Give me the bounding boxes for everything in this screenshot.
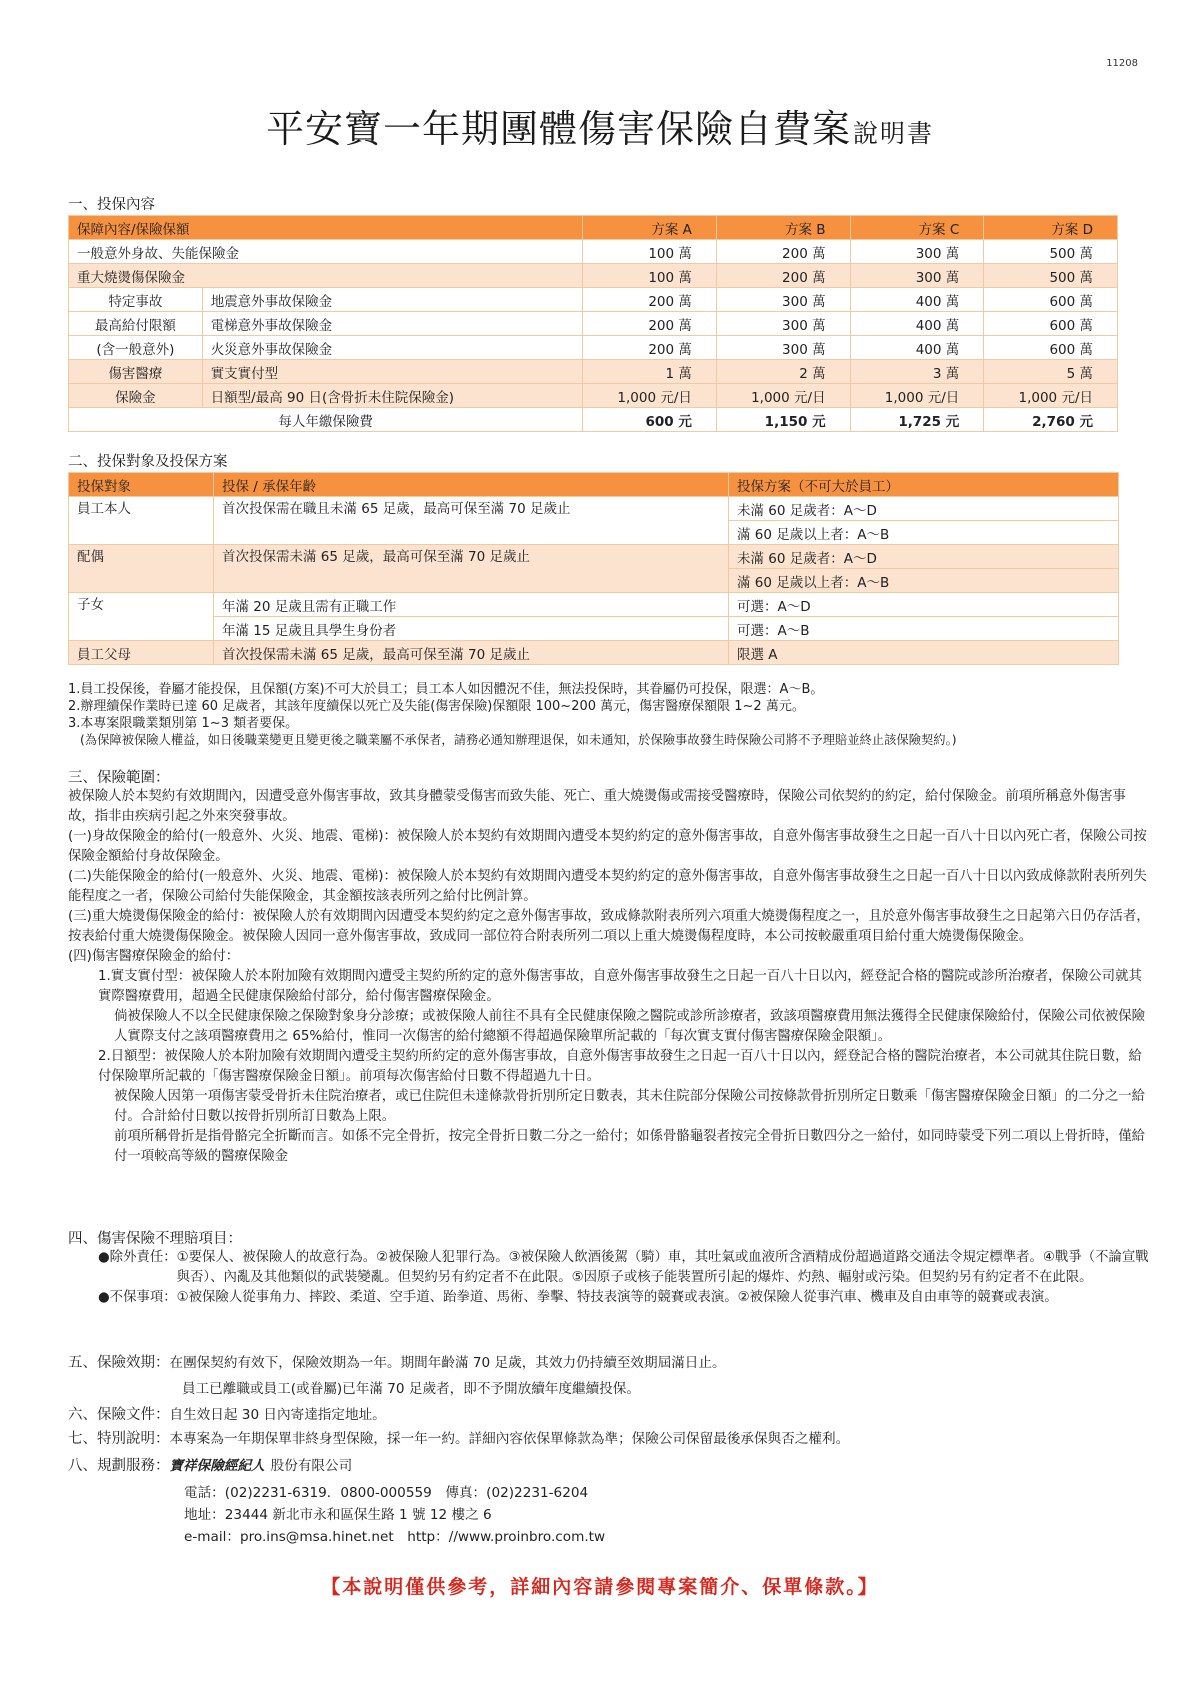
- section-5-line-2: 員工已離職或員工(或眷屬)已年滿 70 足歲者，即不予開放續年度繼續投保。: [182, 1381, 640, 1397]
- cell-value: 200 萬: [583, 336, 717, 360]
- title-sub: 說明書: [853, 119, 935, 148]
- section-7-text: 本專案為一年期保單非終身型保險，採一年一約。詳細內容依保單條款為準；保險公司保留最後承保與否之權利。: [169, 1431, 850, 1447]
- plan-cell: 滿 60 足歲以上者：A～B: [729, 569, 1119, 593]
- cell-value: 600 萬: [984, 336, 1118, 360]
- table-row: [69, 593, 1119, 617]
- eligibility-header-plan: 投保方案（不可大於員工）: [729, 473, 1119, 497]
- cell-value: 5 萬: [984, 360, 1118, 384]
- coverage-header-plan-a: 方案 A: [583, 216, 717, 240]
- plan-cell: 未滿 60 足歲者：A～D: [729, 545, 1119, 569]
- coverage-header-item: 保障內容/保險保額: [69, 216, 583, 240]
- exclusion-1-label: ●除外責任：: [98, 1250, 177, 1265]
- table-row: [69, 360, 1118, 384]
- table-row: [69, 264, 1118, 288]
- who-employee: 員工本人: [69, 497, 214, 545]
- section-5-label: 五、保險效期：: [68, 1355, 170, 1371]
- row-label: 日額型/最高 90 日(含骨折未住院保險金): [202, 384, 583, 408]
- table-row: [69, 617, 1119, 641]
- cell-value: 400 萬: [850, 288, 984, 312]
- coverage-header-row: [69, 216, 1118, 240]
- eligibility-notes: [68, 681, 1148, 749]
- company-address: 地址：23444 新北市永和區保生路 1 號 12 樓之 6: [184, 1507, 492, 1523]
- table-row: [69, 497, 1119, 521]
- section-3-heading: 三、保險範圍：: [68, 770, 170, 786]
- section-6-text: 自生效日起 30 日內寄達指定地址。: [169, 1407, 386, 1423]
- scope-item-3: (三)重大燒燙傷保險金的給付：被保險人於有效期間內因遭受本契約約定之意外傷害事故，致成條款附表所列六項重大燒燙傷程度之一，且於意外傷害事故發生之日起第六日仍存活者，按表給付重大燒燙傷保險金。被保險人因同一意外傷害事故，致成同一部位符合附表所列二項以上重大燒燙傷程度時，本公司按較嚴重項目給付重大燒燙傷保險金。: [68, 909, 1150, 944]
- section-8-label: 八、規劃服務：: [68, 1458, 170, 1474]
- exclusion-2: [98, 1288, 1150, 1308]
- scope-item-4: (四)傷害醫療保險金的給付：: [68, 949, 240, 964]
- scope-intro: 被保險人於本契約有效期間內，因遭受意外傷害事故，致其身體蒙受傷害而致失能、死亡、重大燒燙傷或需接受醫療時，保險公司依契約的約定，給付保險金。前項所稱意外傷害事故，指非由疾病引起之外來突發事故。: [68, 789, 1126, 824]
- premium-value: 1,725 元: [850, 408, 984, 432]
- section-2-heading: 二、投保對象及投保方案: [68, 454, 228, 470]
- eligibility-header-row: [69, 473, 1119, 497]
- premium-row: [69, 408, 1118, 432]
- coverage-header-plan-c: 方案 C: [850, 216, 984, 240]
- row-label: 實支實付型: [202, 360, 583, 384]
- row-label: 電梯意外事故保險金: [202, 312, 583, 336]
- who-children: 子女: [69, 593, 214, 641]
- scope-item-2: (二)失能保險金的給付(一般意外、火災、地震、電梯)：被保險人於本契約有效期間內遭受本契約約定的意外傷害事故，自意外傷害事故發生之日起一百八十日以內致成條款附表所列失能程度之一者，保險公司給付失能保險金，其金額按該表所列之給付比例計算。: [68, 869, 1147, 904]
- eligibility-table: [68, 472, 1119, 665]
- section-7: [68, 1428, 849, 1450]
- cell-value: 600 萬: [984, 312, 1118, 336]
- plan-cell: 可選：A～B: [729, 617, 1119, 641]
- cell-value: 1 萬: [583, 360, 717, 384]
- company-suffix: 股份有限公司: [270, 1458, 353, 1474]
- cell-value: 3 萬: [850, 360, 984, 384]
- exclusion-2-label: ●不保事項：: [98, 1290, 177, 1305]
- scope-item-1: (一)身故保險金的給付(一般意外、火災、地震、電梯)：被保險人於本契約有效期間內遭受本契約約定的意外傷害事故，自意外傷害事故發生之日起一百八十日以內死亡者，保險公司按保險金額給付身故保險金。: [68, 829, 1147, 864]
- cell-value: 200 萬: [583, 288, 717, 312]
- company-web: e-mail：pro.ins@msa.hinet.net http：//www.proinbro.com.tw: [184, 1529, 606, 1545]
- row-label: 火災意外事故保險金: [202, 336, 583, 360]
- medical-group-line-1: 傷害醫療: [69, 360, 203, 384]
- cell-value: 100 萬: [583, 240, 717, 264]
- note-4: (為保障被保險人權益，如日後職業變更且變更後之職業屬不承保者，請務必通知辦理退保，如未通知，於保險事故發生時保險公司將不予理賠並終止該保險契約。): [80, 733, 957, 747]
- scope-item-4-1b: 倘被保險人不以全民健康保險之保險對象身分診療；或被保險人前往不具有全民健康保險之醫院或診所診療者，致該項醫療費用無法獲得全民健康保險給付，保險公司依被保險人實際支付之該項醫療費用之 65%給付，惟同一次傷害的給付總額不得超過保險單所記載的「每次實支實付傷害醫療保險金限額」。: [114, 1009, 1146, 1044]
- age-spouse: 首次投保需未滿 65 足歲，最高可保至滿 70 足歲止: [214, 545, 729, 593]
- section-5-line-1: 在團保契約有效下，保險效期為一年。期間年齡滿 70 足歲，其效力仍持續至效期屆滿日止。: [169, 1355, 726, 1371]
- cell-value: 100 萬: [583, 264, 717, 288]
- cell-value: 400 萬: [850, 336, 984, 360]
- cell-value: 1,000 元/日: [583, 384, 717, 408]
- section-1-heading: 一、投保內容: [68, 197, 155, 213]
- section-8: [68, 1455, 352, 1477]
- disclaimer-footer: 【本說明僅供參考，詳細內容請參閱專案簡介、保單條款。】: [321, 1576, 879, 1598]
- cell-value: 1,000 元/日: [850, 384, 984, 408]
- coverage-header-plan-d: 方案 D: [984, 216, 1118, 240]
- cell-value: 300 萬: [716, 312, 850, 336]
- cell-value: 200 萬: [716, 240, 850, 264]
- table-row: [69, 545, 1119, 569]
- plan-cell: 可選：A～D: [729, 593, 1119, 617]
- cell-value: 1,000 元/日: [984, 384, 1118, 408]
- document-code: 11208: [1106, 58, 1138, 69]
- exclusion-1: [98, 1248, 1150, 1288]
- section-7-label: 七、特別說明：: [68, 1431, 170, 1447]
- cell-value: 400 萬: [850, 312, 984, 336]
- cell-value: 200 萬: [583, 312, 717, 336]
- scope-item-4-1: 1.實支實付型：被保險人於本附加險有效期間內遭受主契約所約定的意外傷害事故，自意外傷害事故發生之日起一百八十日以內，經登記合格的醫院或診所治療者，保險公司就其實際醫療費用，超過全民健康保險給付部分，給付傷害醫療保險金。: [98, 969, 1142, 1004]
- plan-cell: 未滿 60 足歲者：A～D: [729, 497, 1119, 521]
- eligibility-header-who: 投保對象: [69, 473, 214, 497]
- scope-item-4-2c: 前項所稱骨折是指骨骼完全折斷而言。如係不完全骨折，按完全骨折日數二分之一給付；如係骨骼龜裂者按完全骨折日數四分之一給付，如同時蒙受下列二項以上骨折時，僅給付一項較高等級的醫療保險金: [114, 1129, 1146, 1164]
- special-group-line-3: (含一般意外): [69, 336, 203, 360]
- table-row: [69, 240, 1118, 264]
- medical-group-line-2: 保險金: [69, 384, 203, 408]
- cell-value: 300 萬: [716, 336, 850, 360]
- premium-value: 2,760 元: [984, 408, 1118, 432]
- special-group-line-1: 特定事故: [69, 288, 203, 312]
- special-group-line-2: 最高給付限額: [69, 312, 203, 336]
- age-children-2: 年滿 15 足歲且具學生身份者: [214, 617, 729, 641]
- section-4-heading: 四、傷害保險不理賠項目：: [68, 1231, 242, 1247]
- section-6-label: 六、保險文件：: [68, 1407, 170, 1423]
- cell-value: 300 萬: [850, 264, 984, 288]
- premium-value: 1,150 元: [716, 408, 850, 432]
- row-label: 地震意外事故保險金: [202, 288, 583, 312]
- who-spouse: 配偶: [69, 545, 214, 593]
- company-logo: 寶祥保險經紀人: [169, 1458, 265, 1474]
- note-1: 1.員工投保後，眷屬才能投保，且保額(方案)不可大於員工；員工本人如因體況不佳，無法投保時，其眷屬仍可投保，限選：A～B。: [68, 682, 824, 697]
- plan-cell: 滿 60 足歲以上者：A～B: [729, 521, 1119, 545]
- eligibility-header-age: 投保 / 承保年齡: [214, 473, 729, 497]
- cell-value: 300 萬: [716, 288, 850, 312]
- cell-value: 300 萬: [850, 240, 984, 264]
- exclusion-1-text: ①要保人、被保險人的故意行為。②被保險人犯罪行為。③被保險人飲酒後駕（騎）車，其吐氣或血液所含酒精成份超過道路交通法令規定標準者。④戰爭（不論宣戰與否）、內亂及其他類似的武裝變亂。但契約另有約定者不在此限。⑤因原子或核子能裝置所引起的爆炸、灼熱、輻射或污染。但契約另有約定者不在此限。: [176, 1250, 1149, 1285]
- company-phone: 電話：(02)2231-6319．0800-000559 傳真：(02)2231-6204: [184, 1485, 589, 1501]
- title-main: 平安寶一年期團體傷害保險自費案: [265, 107, 851, 151]
- section-6: [68, 1404, 386, 1426]
- cell-value: 1,000 元/日: [716, 384, 850, 408]
- age-parents: 首次投保需未滿 65 足歲，最高可保至滿 70 足歲止: [214, 641, 729, 665]
- scope-item-4-2: 2.日額型：被保險人於本附加險有效期間內遭受主契約所約定的意外傷害事故，自意外傷害事故發生之日起一百八十日以內，經登記合格的醫院治療者，本公司就其住院日數，給付保險單所記載的「傷害醫療保險金日額」。前項每次傷害給付日數不得超過九十日。: [98, 1049, 1142, 1084]
- premium-label: 每人年繳保險費: [69, 408, 583, 432]
- table-row: [69, 641, 1119, 665]
- plan-cell: 限選 A: [729, 641, 1119, 665]
- table-row: [69, 312, 1118, 336]
- cell-value: 2 萬: [716, 360, 850, 384]
- row-label: 重大燒燙傷保險金: [69, 264, 583, 288]
- exclusions: [98, 1248, 1150, 1308]
- age-employee: 首次投保需在職且未滿 65 足歲，最高可保至滿 70 足歲止: [214, 497, 729, 545]
- note-2: 2.辦理續保作業時已達 60 足歲者，其該年度續保以死亡及失能(傷害保險)保額限 100~200 萬元，傷害醫療保額限 1~2 萬元。: [68, 699, 805, 714]
- scope-item-4-2b: 被保險人因第一項傷害蒙受骨折未住院治療者，或已住院但未達條款骨折別所定日數表，其未住院部分保險公司按條款骨折別所定日數乘「傷害醫療保險金日額」的二分之一給付。合計給付日數以按骨折別所訂日數為上限。: [114, 1089, 1146, 1124]
- table-row: [69, 384, 1118, 408]
- document-title: [0, 98, 1200, 153]
- note-3: 3.本專案限職業類別第 1~3 類者要保。: [68, 716, 299, 731]
- coverage-header-plan-b: 方案 B: [716, 216, 850, 240]
- cell-value: 500 萬: [984, 264, 1118, 288]
- exclusion-2-text: ①被保險人從事角力、摔跤、柔道、空手道、跆拳道、馬術、拳擊、特技表演等的競賽或表演。②被保險人從事汽車、機車及自由車等的競賽或表演。: [176, 1290, 1058, 1305]
- section-5: [68, 1352, 726, 1374]
- row-label: 一般意外身故、失能保險金: [69, 240, 583, 264]
- premium-value: 600 元: [583, 408, 717, 432]
- coverage-scope: [68, 787, 1150, 1167]
- age-children-1: 年滿 20 足歲且需有正職工作: [214, 593, 729, 617]
- cell-value: 600 萬: [984, 288, 1118, 312]
- table-row: [69, 336, 1118, 360]
- coverage-table: [68, 215, 1118, 432]
- cell-value: 500 萬: [984, 240, 1118, 264]
- cell-value: 200 萬: [716, 264, 850, 288]
- who-parents: 員工父母: [69, 641, 214, 665]
- table-row: [69, 288, 1118, 312]
